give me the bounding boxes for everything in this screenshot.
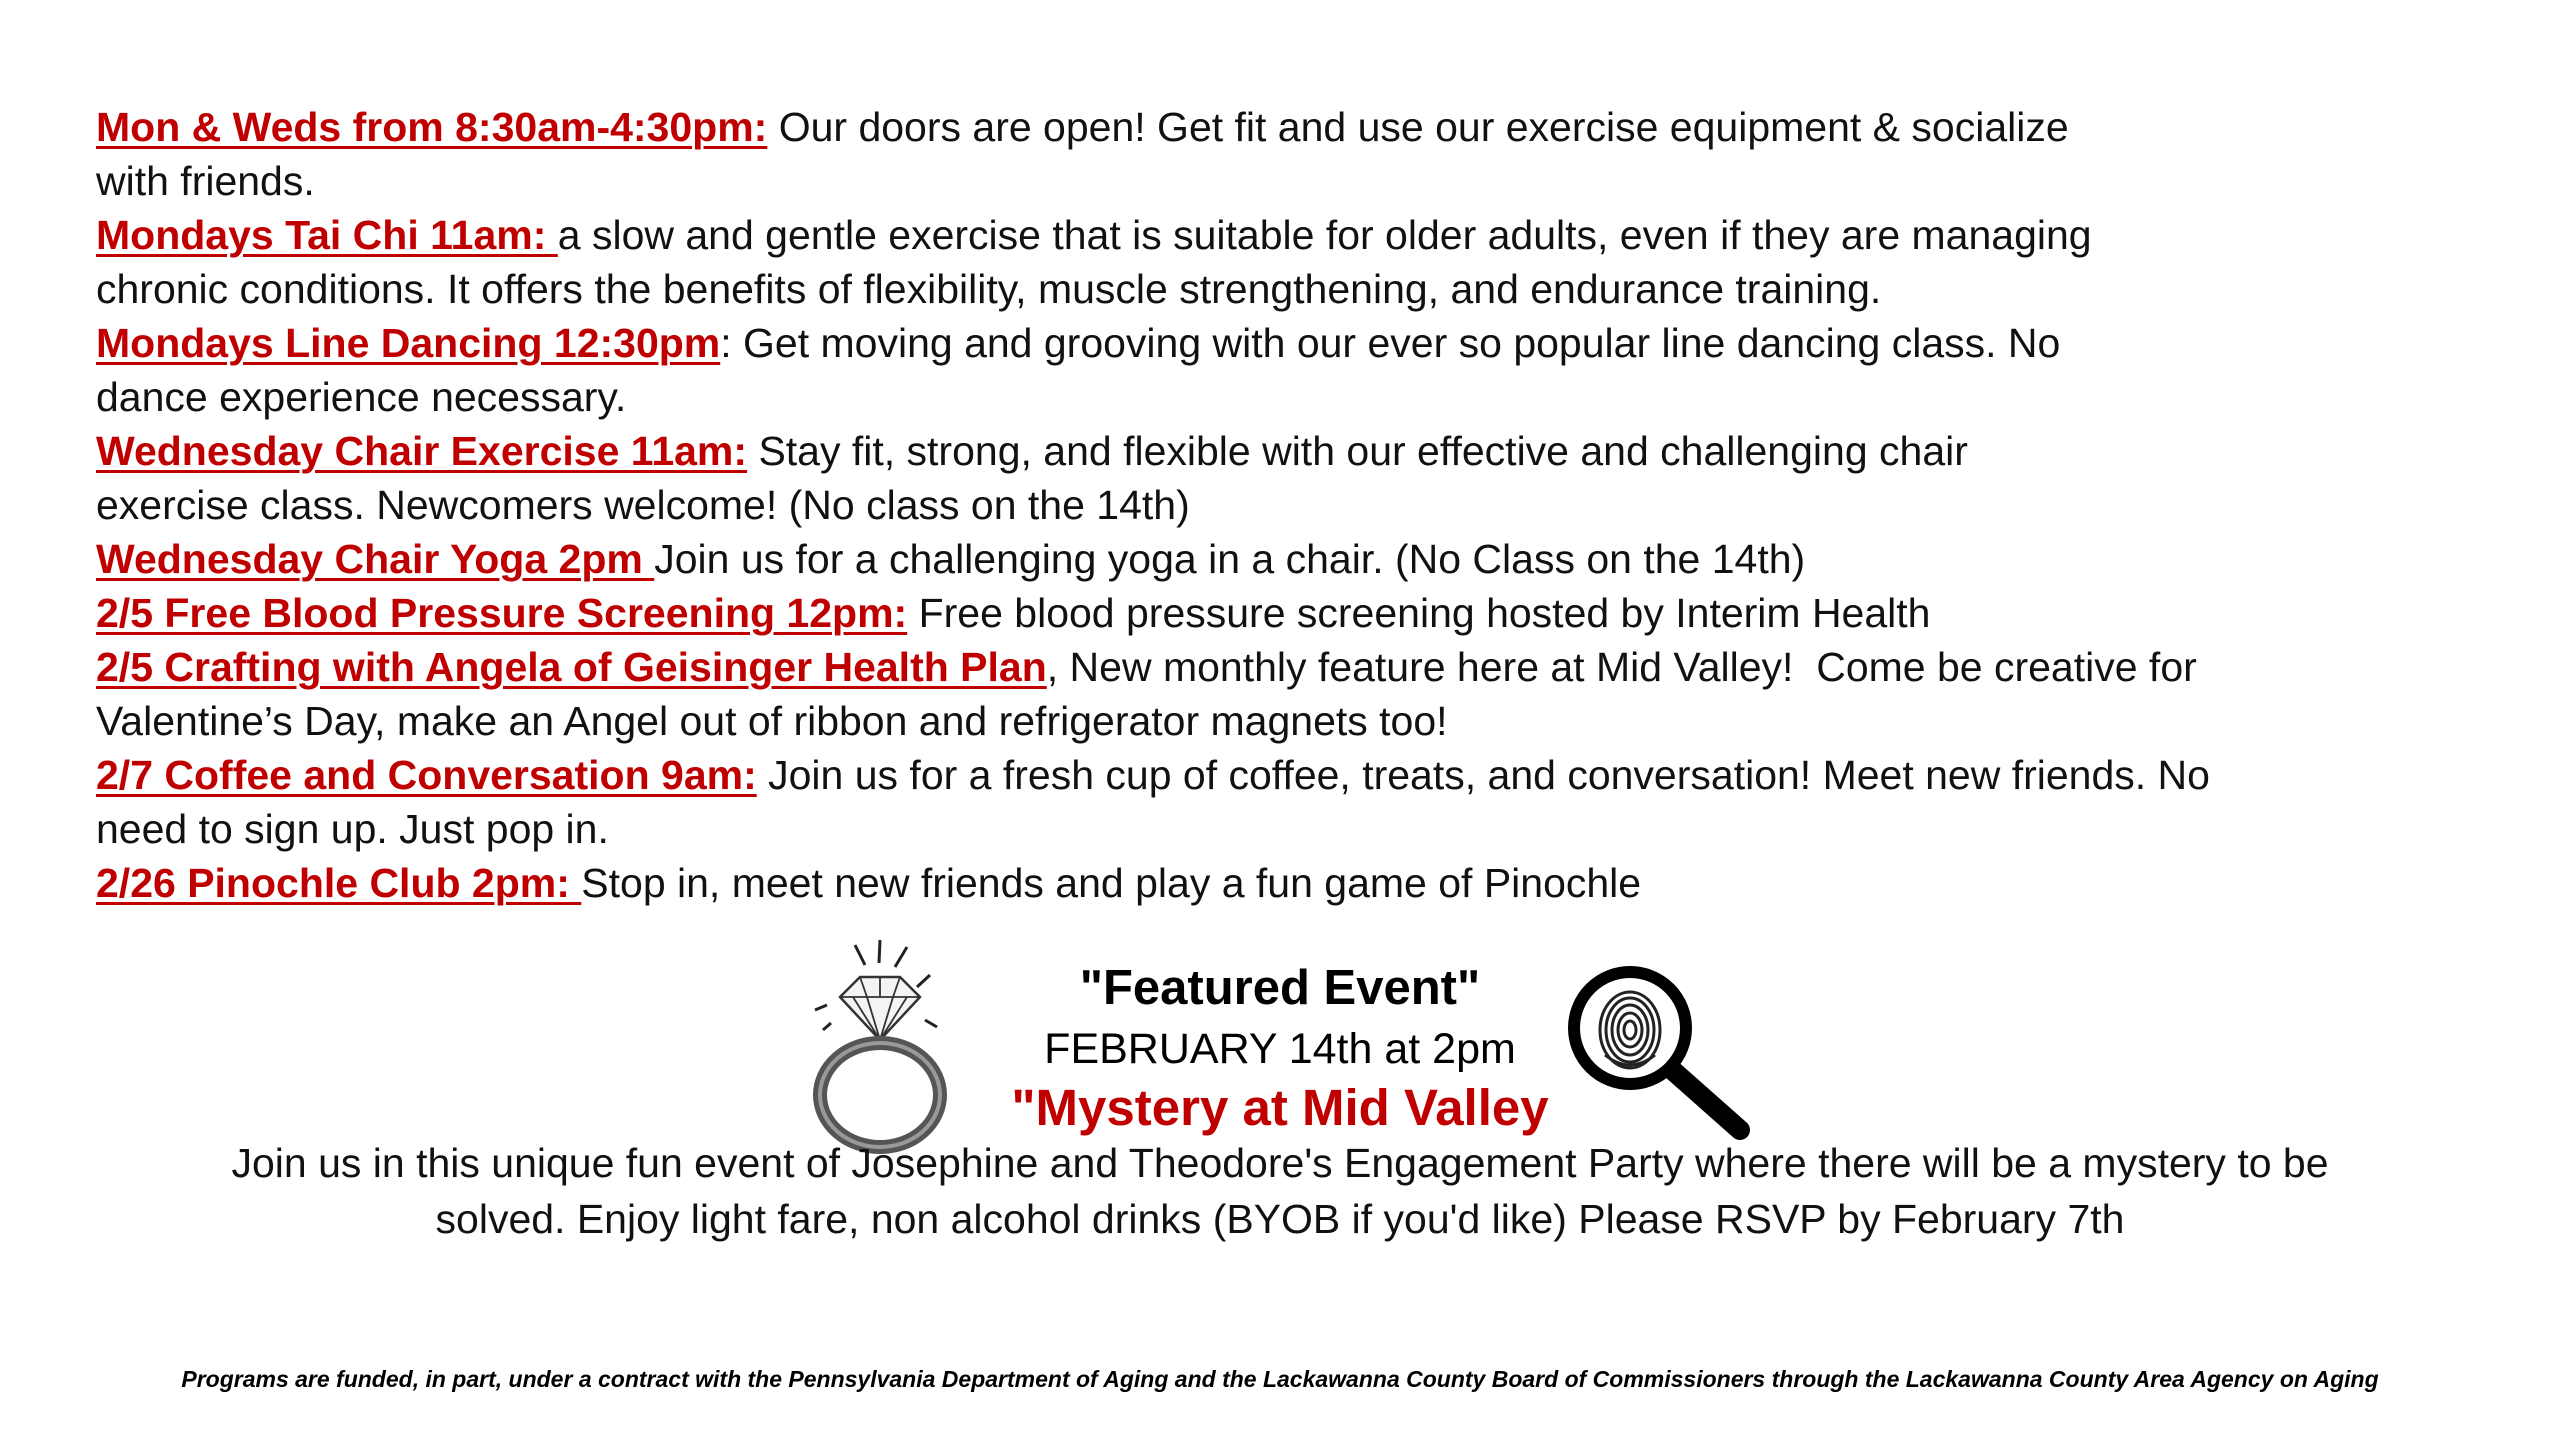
featured-date: FEBRUARY 14th at 2pm [1044,1025,1516,1073]
entry-title: 2/7 Coffee and Conversation 9am: [96,752,757,798]
entry-title: Mondays Line Dancing 12:30pm [96,320,721,366]
entry-title: 2/5 Free Blood Pressure Screening 12pm: [96,590,908,636]
entry-description: Stay fit, strong, and flexible with our effective and challenging chair exercise class. Newcomers welcome! (No class on the 14th) [96,428,1968,528]
entry-title: Wednesday Chair Exercise 11am: [96,428,748,474]
entry-title: Wednesday Chair Yoga 2pm [96,536,655,582]
featured-description [100,1135,2460,1247]
featured-description-line: solved. Enjoy light fare, non alcohol drinks (BYOB if you'd like) Please RSVP by February 7th [435,1196,2125,1242]
entry-title: 2/5 Crafting with Angela of Geisinger Health Plan [96,644,1047,690]
entry-description: , New monthly feature here at Mid Valley! Come be creative for Valentine’s Day, make an Angel out of ribbon and refrigerator magnets too! [96,644,2197,744]
featured-heading: "Featured Event" [1079,961,1481,1015]
entry-description: : Get moving and grooving with our ever so popular line dancing class. No dance experience necessary. [96,320,2061,420]
featured-event-name: "Mystery at Mid Valley [1011,1079,1549,1136]
entry-description: Free blood pressure screening hosted by Interim Health [907,590,1931,636]
schedule-entry [96,208,2496,316]
entry-description: Stop in, meet new friends and play a fun game of Pinochle [581,860,1642,906]
entry-title: Mon & Weds from 8:30am-4:30pm: [96,104,768,150]
schedule-entry [96,316,2496,424]
schedule-entry [96,532,2496,586]
schedule-entry [96,640,2496,748]
entry-description: a slow and gentle exercise that is suitable for older adults, even if they are managing chronic conditions. It offers the benefits of flexibility, muscle strengthening, and endurance training. [96,212,2092,312]
entry-title: 2/26 Pinochle Club 2pm: [96,860,582,906]
schedule-entry [96,856,2496,910]
schedule-entry [96,748,2496,856]
entry-description: Join us for a challenging yoga in a chair. (No Class on the 14th) [654,536,1806,582]
featured-description-line: Join us in this unique fun event of Josephine and Theodore's Engagement Party where there will be a mystery to be [231,1140,2329,1186]
entry-description: Our doors are open! Get fit and use our exercise equipment & socialize with friends. [96,104,2069,204]
schedule-list [96,100,2496,910]
schedule-entry [96,424,2496,532]
schedule-entry [96,100,2496,208]
funding-note: Programs are funded, in part, under a contract with the Pennsylvania Department of Aging and the Lackawanna County Board of Commissioners through the Lackawanna County Area Agency on Aging [181,1366,2379,1392]
entry-description: Join us for a fresh cup of coffee, treats, and conversation! Meet new friends. No need to sign up. Just pop in. [96,752,2210,852]
entry-title: Mondays Tai Chi 11am: [96,212,558,258]
schedule-entry [96,586,2496,640]
